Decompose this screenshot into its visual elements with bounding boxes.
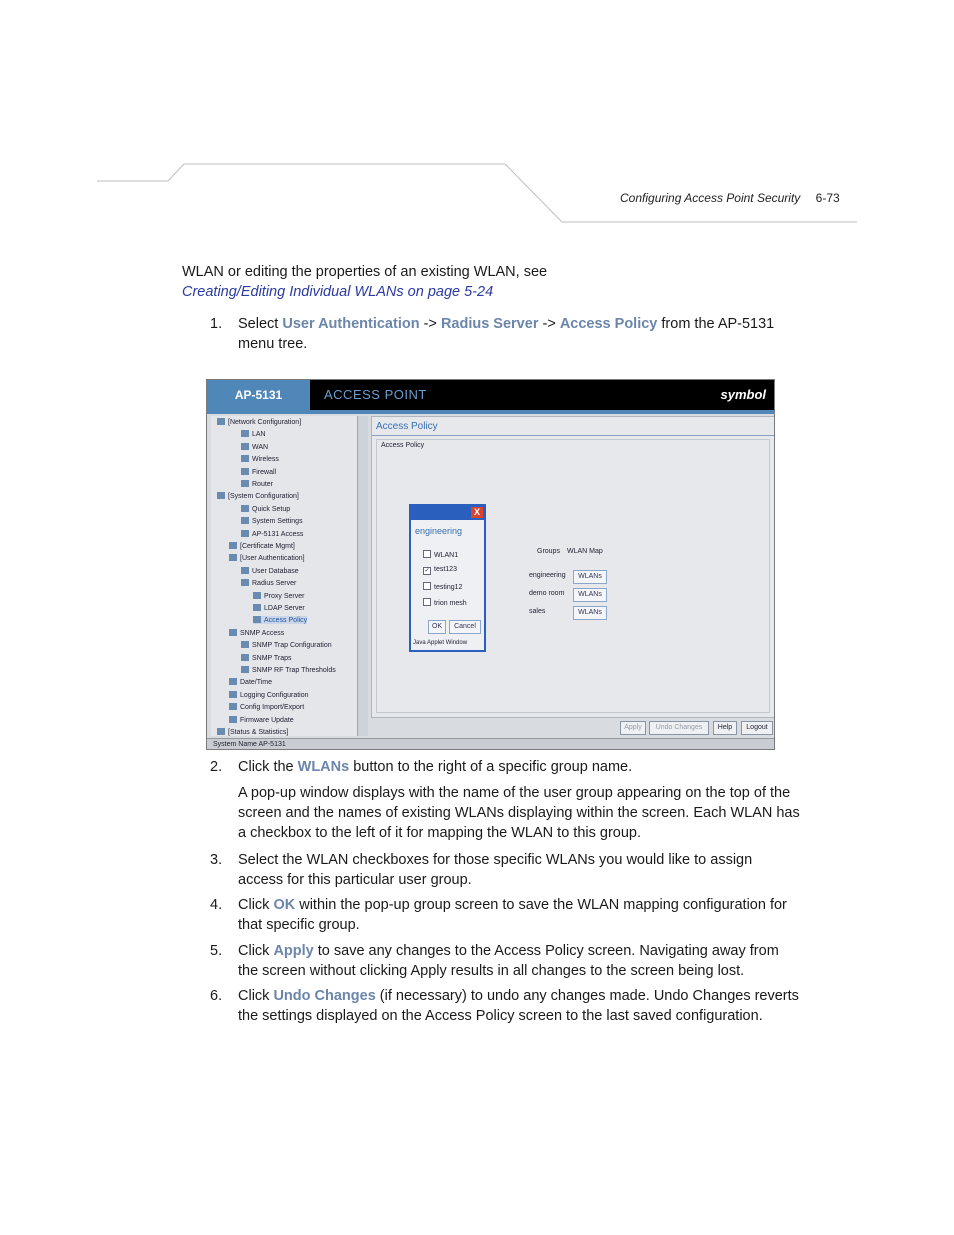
tree-item[interactable] [241,530,303,538]
cancel-button[interactable]: Cancel [449,620,481,634]
ap5131-screenshot [206,379,775,750]
tree-item-label: Quick Setup [252,505,291,513]
tree-node-icon [241,468,249,475]
tree-item[interactable] [253,604,305,612]
wlan-checkbox-row[interactable] [423,566,457,575]
step-text [238,941,800,981]
menu-tree [211,416,357,736]
keyword-user-authentication: User Authentication [282,316,420,332]
keyword-wlans: WLANs [297,759,350,775]
step-text [238,986,800,1026]
tree-item-label: Config Import/Export [240,704,305,712]
step-2-detail: A pop-up window displays with the name of the user group appearing on the top of the screen and the names of existing WLANs displaying within the screen. Each WLAN has a checkbox to the left of it for mapping the WLAN to this group. [238,785,800,841]
tree-item-label: Wireless [252,456,279,464]
step-text [238,757,800,843]
step-text-part: Click [238,943,274,959]
tree-item[interactable] [229,703,304,711]
tree-item[interactable] [241,505,290,513]
groups-header: Groups [537,548,560,555]
step-text [238,314,800,354]
tree-node-icon [241,443,249,450]
tree-item[interactable] [241,567,299,575]
step-text-part: Click [238,988,274,1004]
tree-item[interactable] [253,616,307,624]
step-number: 4. [210,897,223,913]
tree-item[interactable] [241,455,279,463]
keyword-radius-server: Radius Server [440,316,539,332]
tree-node-icon [229,691,237,698]
tree-node-icon [241,455,249,462]
tree-item[interactable] [241,654,292,662]
popup-group-title: engineering [415,526,463,536]
wlan-label: WLAN1 [434,552,459,559]
step-number: 5. [210,943,223,959]
tree-item[interactable] [241,480,273,488]
tree-item-label: [System Configuration] [228,493,299,501]
tree-node-icon [241,666,249,673]
tree-node-icon [241,430,249,437]
wlans-button[interactable]: WLANs [573,588,607,602]
cross-reference-link[interactable]: Creating/Editing Individual WLANs on page 5-24 [182,284,494,300]
tree-item-label: SNMP Traps [252,654,292,662]
tree-item[interactable] [253,592,304,600]
tree-item-label: Radius Server [252,580,297,588]
tree-item-label: SNMP RF Trap Thresholds [252,667,336,674]
tree-node-icon [229,678,237,685]
applet-footer: Java Applet Window [413,640,468,646]
tree-item-label: [Status & Statistics] [228,729,289,736]
tree-item-label: SNMP Access [240,629,285,637]
step-number: 1. [210,316,223,332]
tree-item[interactable] [217,418,301,426]
step-number: 6. [210,988,223,1004]
tree-item-label: WAN [252,443,269,451]
tree-item-label: Proxy Server [264,592,305,600]
intro-paragraph [182,262,802,302]
tree-item[interactable] [229,678,272,686]
tree-node-icon [229,542,237,549]
step-number: 2. [210,759,223,775]
separator: -> [538,316,560,332]
tree-item[interactable] [217,728,288,736]
wlans-button[interactable]: WLANs [573,570,607,584]
checkbox[interactable] [423,598,431,606]
tree-item[interactable] [241,443,268,451]
tree-item[interactable] [241,517,303,525]
tree-item-label: AP-5131 Access [252,530,304,538]
tree-item[interactable] [241,666,336,674]
tree-node-icon [229,716,237,723]
symbol-logo: symbol [720,387,766,402]
wlans-button[interactable]: WLANs [573,606,607,620]
tree-item-label: Router [252,481,274,488]
checkbox[interactable] [423,550,431,558]
tree-item-label: Firmware Update [240,716,294,724]
step-2 [182,757,802,847]
logout-button[interactable]: Logout [741,721,773,735]
tree-item[interactable] [229,629,284,637]
wlan-label: testing12 [434,584,463,591]
panel-inner [376,439,770,713]
tree-item-label: [User Authentication] [240,555,305,563]
tree-node-icon [253,604,261,611]
step-number: 3. [210,852,223,868]
keyword-apply: Apply [273,943,314,959]
wlan-popup-window [409,504,486,652]
tree-item-label: LDAP Server [264,605,305,612]
step-text [238,895,800,935]
group-name: sales [529,608,546,615]
tree-node-icon [229,703,237,710]
checked-checkbox[interactable]: ✓ [424,568,430,574]
tree-item-label: Date/Time [240,679,273,687]
tree-item-label: Logging Configuration [240,691,309,699]
wlan-checkbox-row[interactable] [423,598,467,607]
wlan-label: test123 [434,566,457,573]
step-text-part: Select [238,316,283,332]
tree-node-icon [217,492,225,499]
tree-item-label: SNMP Trap Configuration [252,642,332,650]
tree-item[interactable] [229,691,309,699]
keyword-undo-changes: Undo Changes [273,988,376,1004]
panel-title: Access Policy [376,421,438,432]
separator: -> [419,316,441,332]
tree-node-icon [241,505,249,512]
help-button[interactable]: Help [713,721,737,735]
wlan-map-header: WLAN Map [567,548,603,555]
tree-item-label: Access Policy [264,617,308,625]
running-header [620,191,840,205]
tree-item-label: User Database [252,567,299,575]
wlan-label: trion mesh [434,600,467,607]
wlan-checkbox-row[interactable] [423,582,462,591]
tree-item[interactable] [229,554,305,562]
tree-node-icon [241,567,249,574]
tree-node-icon [229,629,237,636]
tree-node-icon [241,579,249,586]
keyword-access-policy: Access Policy [559,316,658,332]
tree-item[interactable] [241,579,296,587]
tree-node-icon [241,654,249,661]
tree-item-label: System Settings [252,518,303,526]
tree-node-icon [241,641,249,648]
tree-item-label: [Certificate Mgmt] [240,543,295,550]
close-icon[interactable]: X [471,507,483,518]
tree-node-icon [241,517,249,524]
tree-item-label: LAN [252,431,266,439]
tree-item[interactable] [229,716,294,724]
undo-changes-button[interactable]: Undo Changes [649,721,709,735]
header-underline [207,410,774,414]
page-number: 6-73 [815,191,840,205]
ok-button[interactable]: OK [428,620,446,634]
apply-button[interactable]: Apply [620,721,646,735]
step-text-part: Click [238,897,274,913]
intro-line: WLAN or editing the properties of an existing WLAN, see [182,264,548,280]
product-label: ACCESS POINT [324,387,427,402]
tree-item[interactable] [241,430,266,438]
app-header-bar [207,380,774,410]
tree-item-label: Firewall [252,468,277,476]
tree-node-icon [241,480,249,487]
tree-node-icon [217,728,225,735]
tree-node-icon [217,418,225,425]
step-text-part: to save any changes to the Access Policy screen. Navigating away from the screen without clicking Apply results in all changes to the screen being lost. [238,943,779,979]
tree-item[interactable] [217,492,299,500]
section-title: Configuring Access Point Security [620,191,801,205]
access-policy-panel [371,416,775,718]
brand-label: AP-5131 [207,380,310,410]
step-text: Select the WLAN checkboxes for those specific WLANs you would like to assign access for this particular user group. [238,852,753,888]
tree-item[interactable] [241,641,332,649]
step-text-part: from the AP-5131 menu tree. [238,316,775,352]
tree-node-icon [253,592,261,599]
tree-item[interactable] [241,468,276,476]
step-text-part: button to the right of a specific group name. [349,759,633,775]
step-text-part: within the pop-up group screen to save the WLAN mapping configuration for that specific group. [238,897,787,933]
tree-node-icon [229,554,237,561]
group-name: demo room [529,590,565,597]
step-text-part: Click the [238,759,298,775]
wlan-checkbox-row[interactable] [423,550,458,559]
tree-node-icon [241,530,249,537]
tree-node-icon [253,616,261,623]
tree-item-label: [Network Configuration] [228,419,302,426]
keyword-ok: OK [273,897,296,913]
panel-title-rule [372,435,774,436]
step-text-part: (if necessary) to undo any changes made. Undo Changes reverts the settings displayed on the Access Policy screen to the last saved configuration. [238,988,799,1024]
tree-item[interactable] [229,542,295,550]
checkbox[interactable] [423,582,431,590]
status-bar: System Name AP-5131 [207,738,775,750]
group-name: engineering [529,572,566,579]
tree-scrollbar[interactable] [357,416,368,736]
panel-subtitle: Access Policy [381,442,425,449]
